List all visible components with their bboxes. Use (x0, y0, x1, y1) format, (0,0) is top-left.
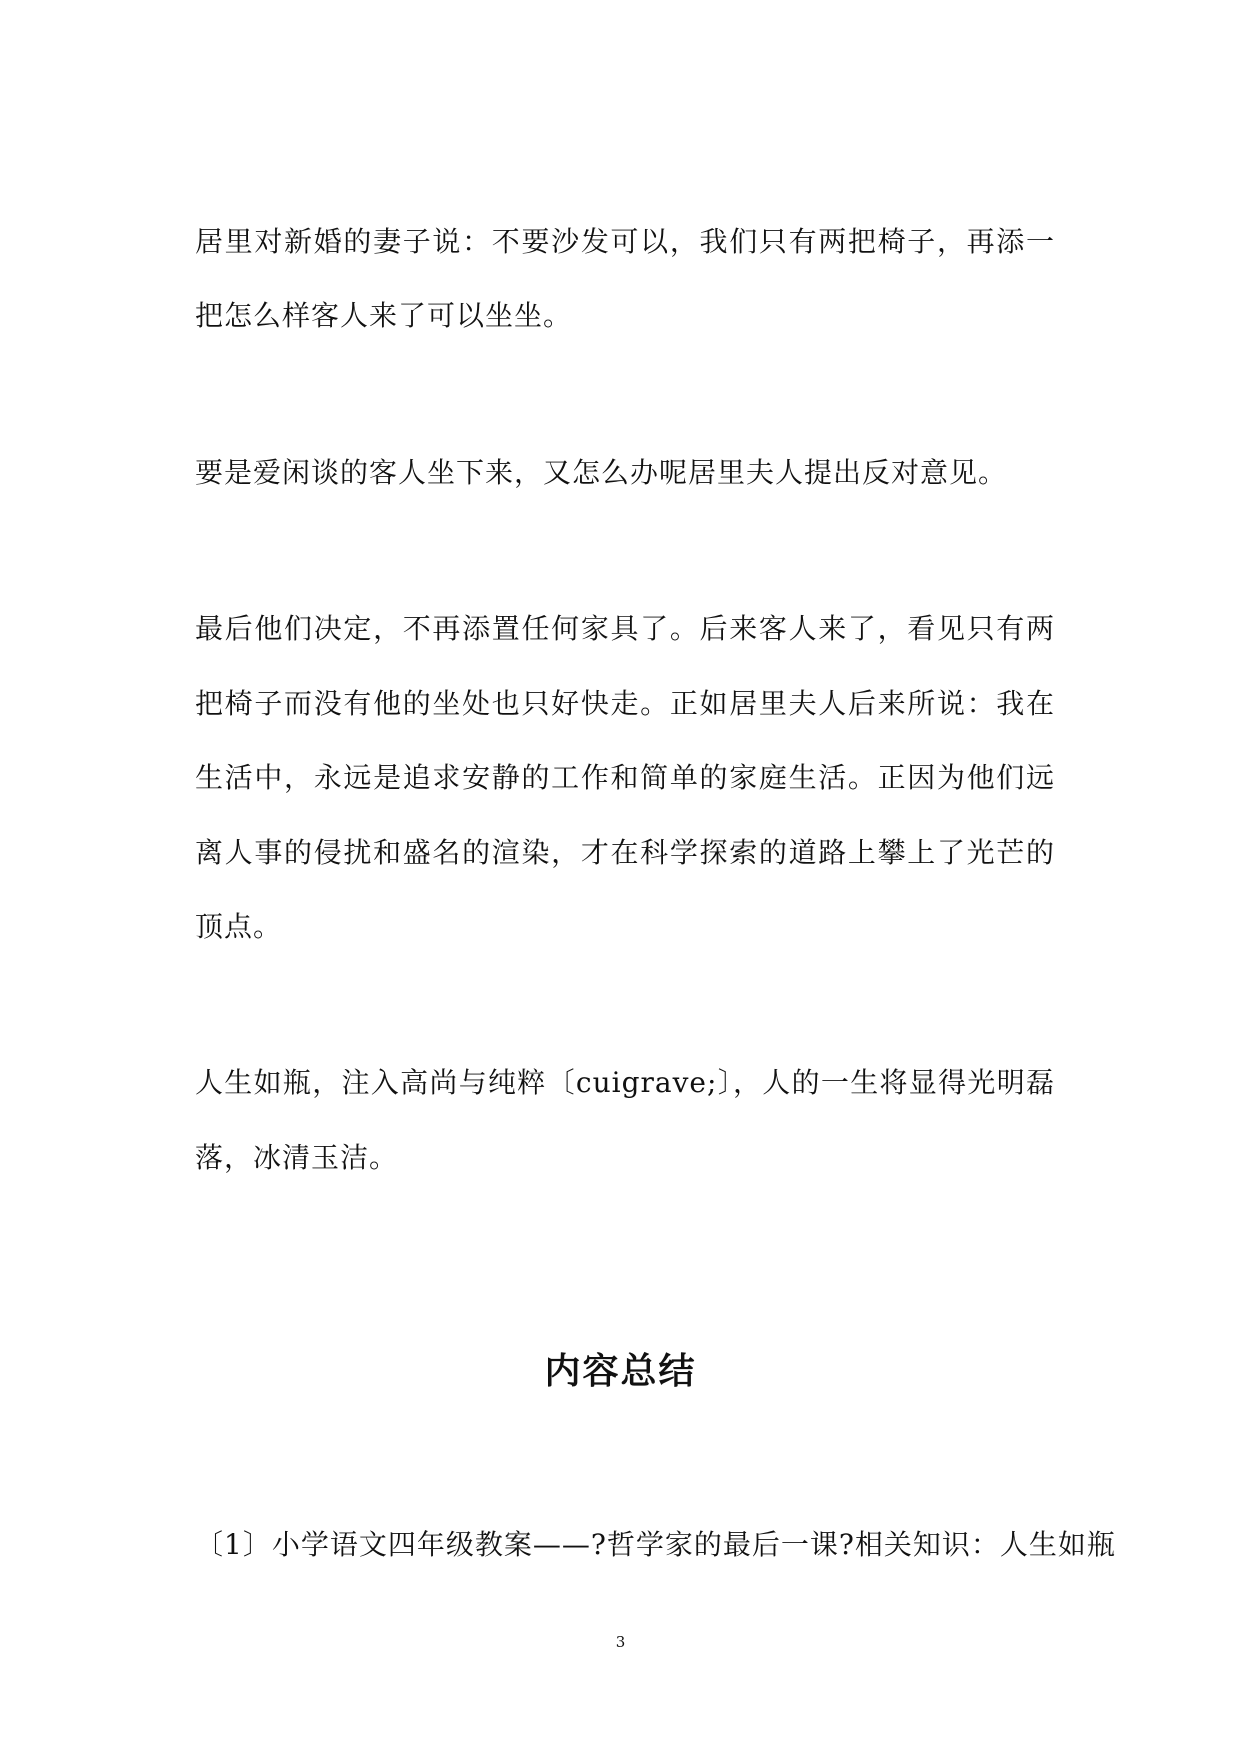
paragraph-4-line-2: 落，冰清玉洁。 (195, 1141, 399, 1174)
paragraph-1-line-1: 居里对新婚的妻子说：不要沙发可以，我们只有两把椅子，再添一 (195, 225, 1055, 258)
paragraph-3-line-4: 离人事的侵扰和盛名的渲染，才在科学探索的道路上攀上了光芒的 (195, 836, 1055, 869)
page-number: 3 (615, 1633, 626, 1651)
paragraph-3-line-3: 生活中，永远是追求安静的工作和简单的家庭生活。正因为他们远 (195, 761, 1055, 794)
section-heading: 内容总结 (544, 1351, 697, 1392)
paragraph-3-line-5: 顶点。 (195, 910, 283, 943)
paragraph-3-line-2: 把椅子而没有他的坐处也只好快走。正如居里夫人后来所说：我在 (195, 687, 1055, 720)
paragraph-2-line-1: 要是爱闲谈的客人坐下来，又怎么办呢居里夫人提出反对意见。 (195, 456, 1008, 489)
paragraph-3-line-1: 最后他们决定，不再添置任何家具了。后来客人来了，看见只有两 (195, 612, 1055, 645)
summary-line: 〔1〕小学语文四年级教案——?哲学家的最后一课?相关知识：人生如瓶 (195, 1528, 1116, 1561)
paragraph-1-line-2: 把怎么样客人来了可以坐坐。 (195, 299, 573, 332)
paragraph-4-line-1: 人生如瓶，注入高尚与纯粹〔cuigrave;〕，人的一生将显得光明磊 (195, 1066, 1055, 1099)
